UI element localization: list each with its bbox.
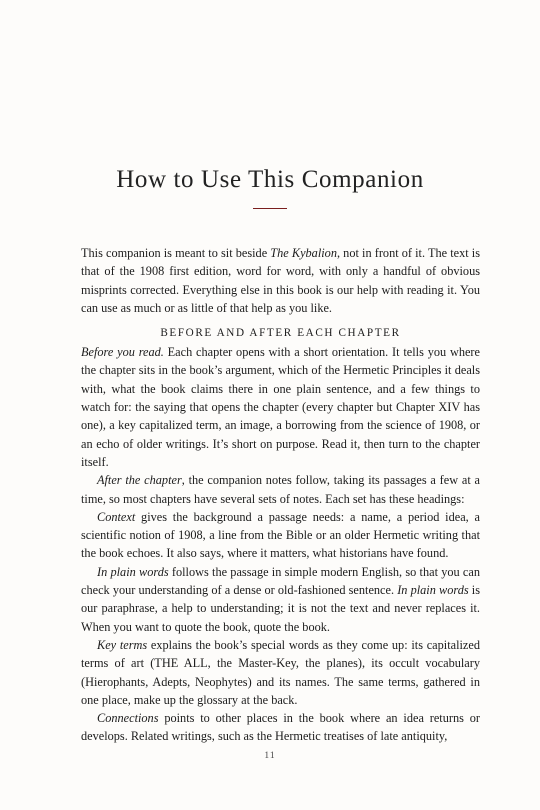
paragraph-after-chapter	[81, 471, 480, 508]
book-title: The Kybalion	[270, 246, 337, 260]
text-context: gives the background a passage needs: a name, a period idea, a scientific notion of 1908, a line from the Bible or an older Hermetic writing that the book echoes. It also says, where it matters, what historians have found.	[81, 509, 480, 561]
page-title: How to Use This Companion	[116, 166, 424, 193]
text-in-plain-words-2: is our paraphrase, a help to understanding; it is not the text and never replaces it. When you want to quote the book, quote the book.	[81, 583, 480, 634]
lead-in-plain-words-2: In plain words	[397, 583, 469, 598]
intro-text-2: , not in front of it. The text is that of the 1908 first edition, word for word, with only a handful of obvious misprints corrected. Everything else in this book is our help with reading it. You can use as much or as little of that help as you like.	[81, 246, 480, 315]
intro-paragraph	[81, 244, 480, 317]
lead-key-terms: Key terms	[97, 637, 148, 652]
intro-text-1: This companion is meant to sit beside	[81, 246, 271, 260]
paragraph-context	[81, 508, 480, 563]
lead-connections: Connections	[97, 711, 159, 726]
paragraph-key-terms	[81, 636, 480, 709]
paragraph-in-plain-words	[81, 563, 480, 636]
lead-context: Context	[97, 509, 136, 524]
lead-in-plain-words: In plain words	[97, 564, 169, 579]
lead-before-you-read: Before you read.	[81, 345, 164, 360]
body-text	[81, 244, 480, 746]
paragraph-before-you-read	[81, 343, 480, 471]
page-number: 11	[264, 751, 276, 761]
text-after-chapter: , the companion notes follow, taking its passages a few at a time, so most chapters have several sets of notes. Each set has these headings:	[81, 473, 480, 506]
text-connections: points to other places in the book where an idea returns or develops. Related writings, such as the Hermetic treatises of late antiquity,	[81, 711, 480, 744]
lead-after-chapter: After the chapter	[97, 473, 182, 488]
text-key-terms: explains the book’s special words as they come up: its capitalized terms of art (THE ALL, the Master-Key, the planes), its occult vocabulary (Hierophants, Adepts, Neophytes) and its names. The same terms, gathered in one place, make up the glossary at the back.	[81, 637, 480, 707]
paragraph-connections	[81, 709, 480, 746]
title-rule	[253, 208, 287, 209]
text-in-plain-words-1: follows the passage in simple modern English, so that you can check your understanding of a dense or old-fashioned sentence.	[81, 564, 480, 598]
text-before-you-read: Each chapter opens with a short orientation. It tells you where the chapter sits in the book’s argument, which of the Hermetic Principles it deals with, what the book claims there in one plain sentence, and a few things to watch for: the saying that opens the chapter (every chapter but Chapter XIV has one), a key capitalized term, an image, a borrowing from the science of 1908, or an echo of older writings. It’s short on purpose. Read it, then turn to the chapter itself.	[81, 345, 480, 469]
section-heading: BEFORE AND AFTER EACH CHAPTER	[160, 327, 401, 340]
